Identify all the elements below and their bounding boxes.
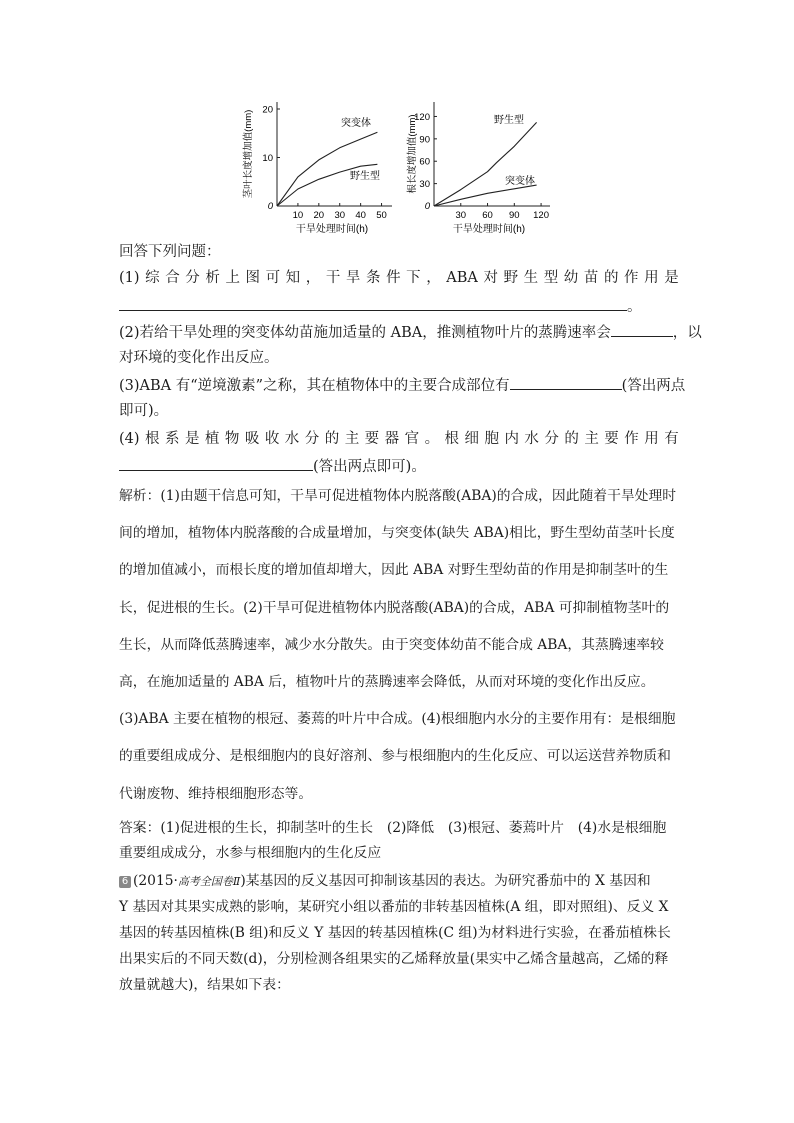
q6-source-open: (2015· [133,873,178,889]
q6-line: Y 基因对其果实成熟的影响，某研究小组以番茄的非转基因植株(A 组，即对照组)、反义 X [119,899,669,915]
question-1-line [119,268,679,288]
analysis-line: 代谢废物、维持根细胞形态等。 [119,785,313,802]
question-char: 作 [624,270,639,286]
question-char: 是 [184,431,200,447]
question-char: 用 [644,431,659,447]
question-char: 器 [384,431,400,447]
question-char: 系 [164,431,180,447]
y-tick-label: 120 [414,111,430,123]
question-3-text-b: (答出两点 [621,378,686,394]
question-char: ABA [446,270,478,286]
question-char: 析 [205,270,220,286]
question-char: 根 [145,431,160,447]
answer-blank-4[interactable] [119,456,313,471]
analysis-line: 的重要组成成分、是根细胞内的良好溶剂、参与根细胞内的生化反应、可以运送营养物质和 [119,748,671,765]
series-label-mutant: 突变体 [341,118,371,129]
question-char: 的 [603,270,619,286]
y-tick-label: 0 [267,201,273,212]
answer-blank-1[interactable] [119,296,627,311]
question-char: 胞 [484,431,499,447]
question-char: 植 [204,431,220,447]
question-char: 件 [386,270,401,286]
question-char: 水 [524,431,539,447]
series-label-wildtype: 野生型 [350,171,380,182]
question-char: 苗 [583,270,599,286]
question-char: 。 [424,431,440,447]
analysis-line: 高，在施加适量的 ABA 后，植物叶片的蒸腾速率会降低，从而对环境的变化作出反应。 [119,674,655,690]
q6-line: 基因的转基因植株(B 组)和反义 Y 基因的转基因植株(C 组)为材料进行实验，在番茄植株长 [119,925,671,941]
y-axis-label: 根长度增加值(mm) [407,114,418,194]
q6-line: 出果实后的不同天数(d)，分别检测各组果实的乙烯释放量(果实中乙烯含量越高，乙烯的释 [119,951,669,967]
answer-line: 答案：(1)促进根的生长，抑制茎叶的生长 (2)降低 (3)根冠、萎蔫叶片 (4)水是根细胞 [119,820,667,836]
question-char: 的 [564,431,579,447]
question-char: 幼 [563,270,579,286]
question-char: 细 [464,431,480,447]
question-3-cont: 即可)。 [119,403,169,419]
question-char: 有 [664,431,679,447]
chart-stem-leaf [242,102,392,235]
question-char: 吸 [244,431,260,447]
question-char: 干 [325,270,341,286]
question-char: 知 [285,270,301,286]
question-char: 主 [344,431,360,447]
question-char: 要 [364,431,380,447]
question-char: 下 [406,270,421,286]
question-char: 分 [185,270,200,286]
analysis-line: 间的增加，植物体内脱落酸的合成量增加，与突变体(缺失 ABA)相比，野生型幼苗茎叶长度 [119,525,675,542]
question-char: 根 [444,431,460,447]
x-tick-label: 60 [482,210,493,221]
question-char: 用 [644,270,659,286]
answer-line: 重要组成成分，水参与根细胞内的生化反应 [119,845,382,861]
answer-blank-3[interactable] [510,375,622,390]
question-char: (4) [119,431,140,447]
question-1-end: 。 [627,299,642,315]
question-char: 旱 [345,270,361,286]
question-char: 综 [145,270,160,286]
y-axis-label: 茎叶长度增加值(mm) [243,109,254,199]
question-number-icon: 6 [119,876,131,888]
question-char: 主 [584,431,599,447]
analysis-line: 解析：(1)由题干信息可知，干旱可促进植物体内脱落酸(ABA)的合成，因此随着干旱处理时 [119,488,677,504]
question-char: 条 [365,270,381,286]
x-tick-label: 50 [376,210,387,221]
question-char: 可 [265,270,281,286]
y-tick-label: 90 [419,134,430,146]
y-tick-label: 0 [424,201,430,212]
question-2-text: (2)若给干旱处理的突变体幼苗施加适量的 ABA，推测植物叶片的蒸腾速率会 [119,325,611,341]
question-char: 生 [523,270,539,286]
analysis-line: (3)ABA 主要在植物的根冠、萎蔫的叶片中合成。(4)根细胞内水分的主要作用有：是根细胞 [119,711,676,728]
y-tick-label: 60 [419,156,430,168]
question-char: 分 [544,431,559,447]
charts-svg [240,92,560,240]
question-char: 合 [165,270,180,286]
y-tick-label: 30 [419,179,430,191]
q6-line: 放量就越大)，结果如下表： [119,977,290,993]
question-4-end: (答出两点即可)。 [313,459,426,475]
question-2-line [119,322,702,343]
question-char: 物 [224,431,240,447]
question-char: (1) [119,270,140,286]
q6-source-name: 高考全国卷Ⅱ [177,875,241,888]
x-axis-label: 干旱处理时间(h) [452,224,526,235]
chart-root [406,102,550,235]
question-char: 要 [604,431,619,447]
x-tick-label: 20 [313,210,325,221]
answer-blank-2[interactable] [611,322,673,337]
x-axis-label: 干旱处理时间(h) [295,224,369,235]
question-char: 型 [543,270,559,286]
question-4-blank-line [119,456,426,477]
question-char: ， [426,270,441,286]
question-char: 官 [404,431,420,447]
question-char: 对 [483,270,498,286]
x-tick-label: 120 [533,210,550,221]
question-char: 分 [304,431,320,447]
question-char: 收 [264,431,280,447]
question-char: 野 [503,270,519,286]
question-4-line [119,429,679,449]
question-char: ， [305,270,321,286]
question-char: 水 [284,431,300,447]
y-tick-label: 20 [262,104,273,116]
x-tick-label: 30 [334,210,346,221]
q6-text: )某基因的反义基因可抑制该基因的表达。为研究番茄中的 X 基因和 [240,873,651,889]
analysis-line: 的增加值减小，而根长度的增加值却增大，因此 ABA 对野生型幼苗的作用是抑制茎叶的生 [119,562,669,579]
analysis-line: 生长，从而降低蒸腾速率，减少水分散失。由于突变体幼苗不能合成 ABA，其蒸腾速率较 [119,636,664,653]
question-char: 图 [245,270,261,286]
question-char: 作 [624,431,639,447]
question-char: 上 [225,270,240,286]
series-line-0 [277,132,377,206]
y-tick-label: 10 [262,153,273,164]
question-3-line [119,375,685,396]
series-line-1 [434,185,537,206]
question-1-blank-line [119,296,642,317]
question-3-text: (3)ABA 有“逆境激素”之称，其在植物体中的主要合成部位有 [119,378,510,394]
question-2-text-b: ，以 [672,325,702,341]
x-tick-label: 40 [355,210,366,221]
analysis-line: 长，促进根的生长。(2)干旱可促进植物体内脱落酸(ABA)的合成，ABA 可抑制植物茎叶的 [119,599,670,616]
question-char: 是 [664,270,679,286]
x-tick-label: 90 [509,210,520,221]
series-label-mutant: 突变体 [505,176,535,187]
x-tick-label: 30 [455,210,467,221]
series-label-wildtype: 野生型 [494,115,524,126]
x-tick-label: 10 [292,210,304,221]
question-char: 的 [324,431,340,447]
figure-charts [240,92,560,240]
question-6-header [119,869,679,889]
question-2-cont: 对环境的变化作出反应。 [119,350,279,366]
question-char: 内 [504,431,519,447]
question-prompt: 回答下列问题： [119,244,221,260]
